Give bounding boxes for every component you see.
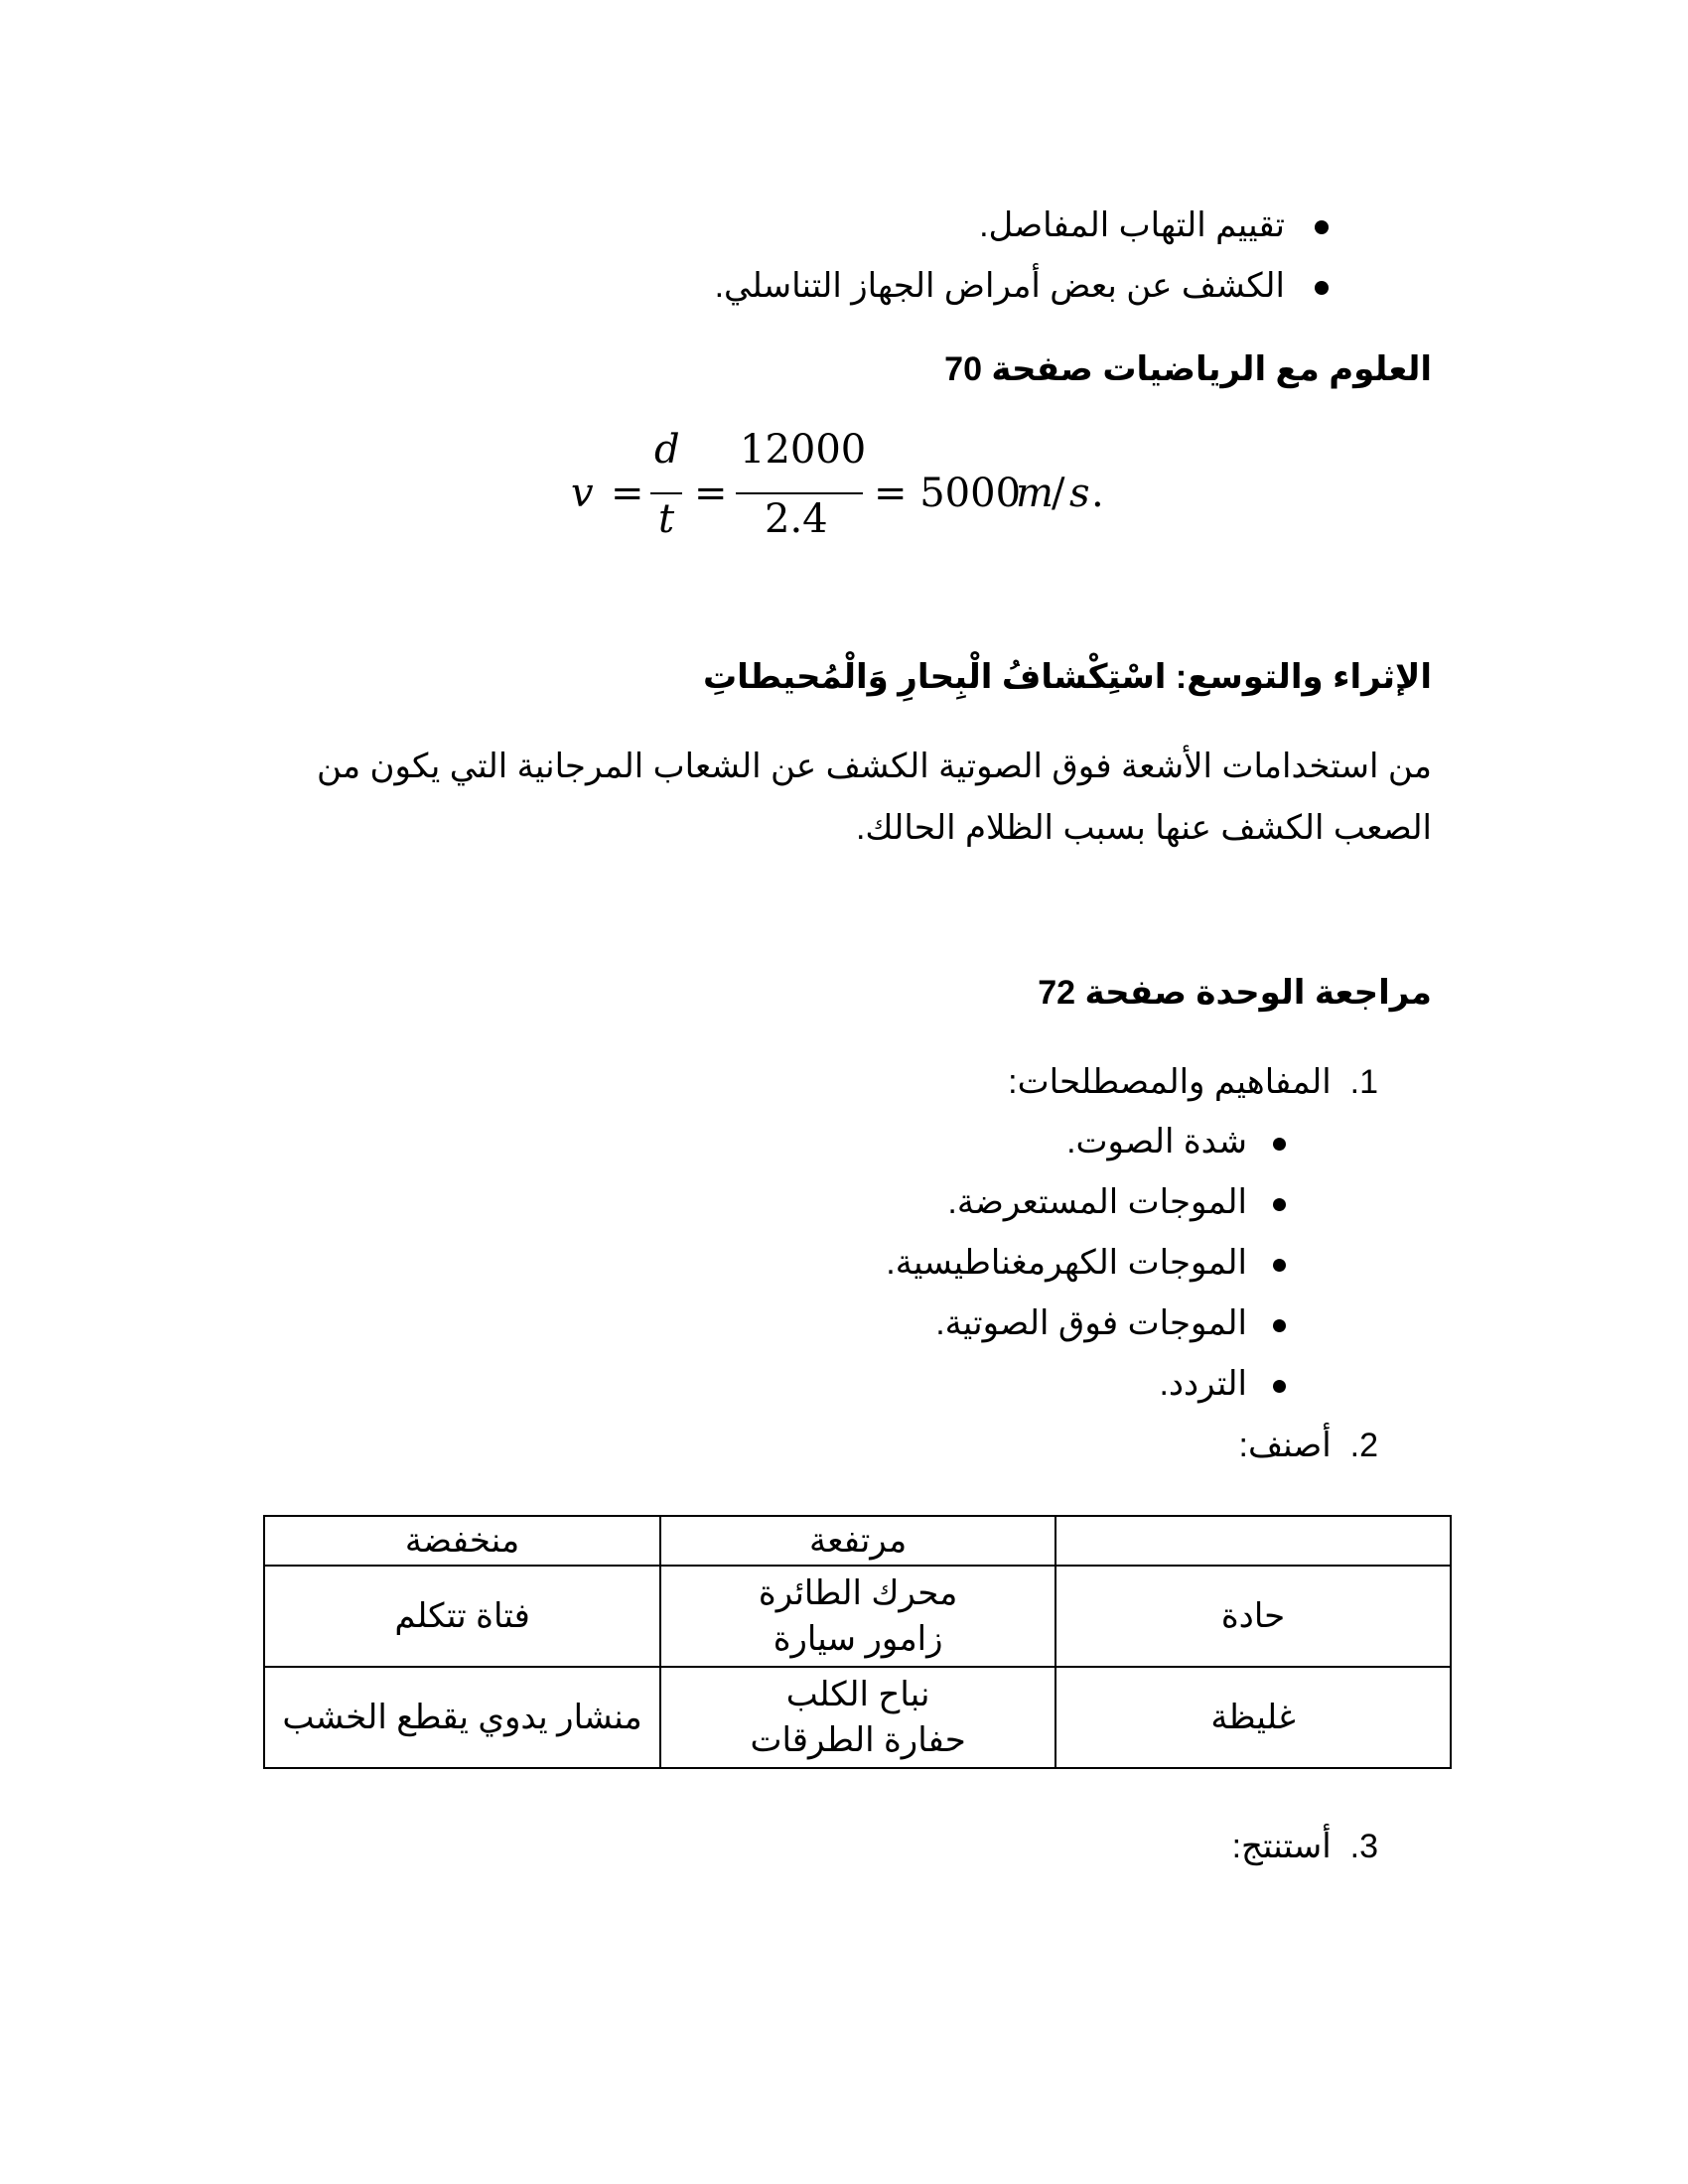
fraction-line (650, 492, 682, 494)
enrichment-paragraph-line2: الصعب الكشف عنها بسبب الظلام الحالك. (855, 809, 1432, 847)
table-cell-low: فتاة تتكلم (264, 1566, 660, 1667)
table-row-label: غليظة (1055, 1667, 1451, 1768)
numbered-item-1: 1. المفاهيم والمصطلحات: (1008, 1063, 1378, 1101)
bullet-dot-icon (1273, 1259, 1286, 1272)
numbered-item-3: 3. أستنتج: (1231, 1828, 1378, 1865)
table-row (264, 1667, 1451, 1768)
table-header-row (264, 1516, 1451, 1566)
formula-unit-m: m (1016, 471, 1054, 516)
bullet-dot-icon (1273, 1198, 1286, 1211)
concept-bullet: الموجات المستعرضة. (947, 1182, 1286, 1222)
formula-denominator: 2.4 (765, 496, 828, 542)
bullet-dot-icon (1273, 1380, 1286, 1393)
table-header-cell: منخفضة (264, 1516, 660, 1566)
concept-bullet: التردد. (1159, 1364, 1286, 1404)
table-cell-high: محرك الطائرة زامور سيارة (660, 1566, 1055, 1667)
bullet-item: تقييم التهاب المفاصل. (979, 204, 1329, 247)
velocity-formula (571, 427, 1127, 552)
table-header-cell (1055, 1516, 1451, 1566)
formula-v: v (571, 471, 594, 516)
formula-t: t (658, 496, 675, 542)
table-cell-low: منشار يدوي يقطع الخشب (264, 1667, 660, 1768)
bullet-dot-icon (1273, 1138, 1286, 1151)
formula-unit-s: s (1069, 471, 1090, 516)
table-cell-high: نباح الكلب حفارة الطرقات (660, 1667, 1055, 1768)
concept-bullet: الموجات الكهرمغناطيسية. (886, 1243, 1286, 1283)
formula-equals: = (611, 471, 644, 516)
classification-table (263, 1515, 1452, 1769)
fraction-line (736, 492, 863, 494)
formula-numerator: 12000 (740, 427, 867, 473)
table-row (264, 1566, 1451, 1667)
bullet-dot-icon (1273, 1319, 1286, 1332)
enrichment-paragraph-line1: من استخدامات الأشعة فوق الصوتية الكشف عن الشعاب المرجانية التي يكون من (317, 748, 1432, 785)
concept-bullet: شدة الصوت. (1066, 1122, 1286, 1161)
formula-slash: / (1052, 471, 1065, 516)
concept-bullet: الموجات فوق الصوتية. (935, 1303, 1286, 1343)
bullet-dot-icon (1315, 220, 1329, 234)
formula-result: = 5000 (874, 471, 1022, 516)
table-row-label: حادة (1055, 1566, 1451, 1667)
bullet-item: الكشف عن بعض أمراض الجهاز التناسلي. (715, 264, 1329, 308)
section-heading-review: مراجعة الوحدة صفحة 72 (1038, 974, 1432, 1012)
formula-dot: . (1091, 471, 1104, 516)
numbered-item-2: 2. أصنف: (1238, 1427, 1378, 1464)
formula-d: d (654, 427, 680, 473)
section-heading-math: العلوم مع الرياضيات صفحة 70 (944, 350, 1432, 388)
section-heading-enrichment: الإثراء والتوسع: اسْتِكْشافُ الْبِحارِ وَالْمُحيطاتِ (703, 658, 1432, 696)
formula-equals: = (694, 471, 728, 516)
bullet-dot-icon (1315, 281, 1329, 295)
table-header-cell: مرتفعة (660, 1516, 1055, 1566)
